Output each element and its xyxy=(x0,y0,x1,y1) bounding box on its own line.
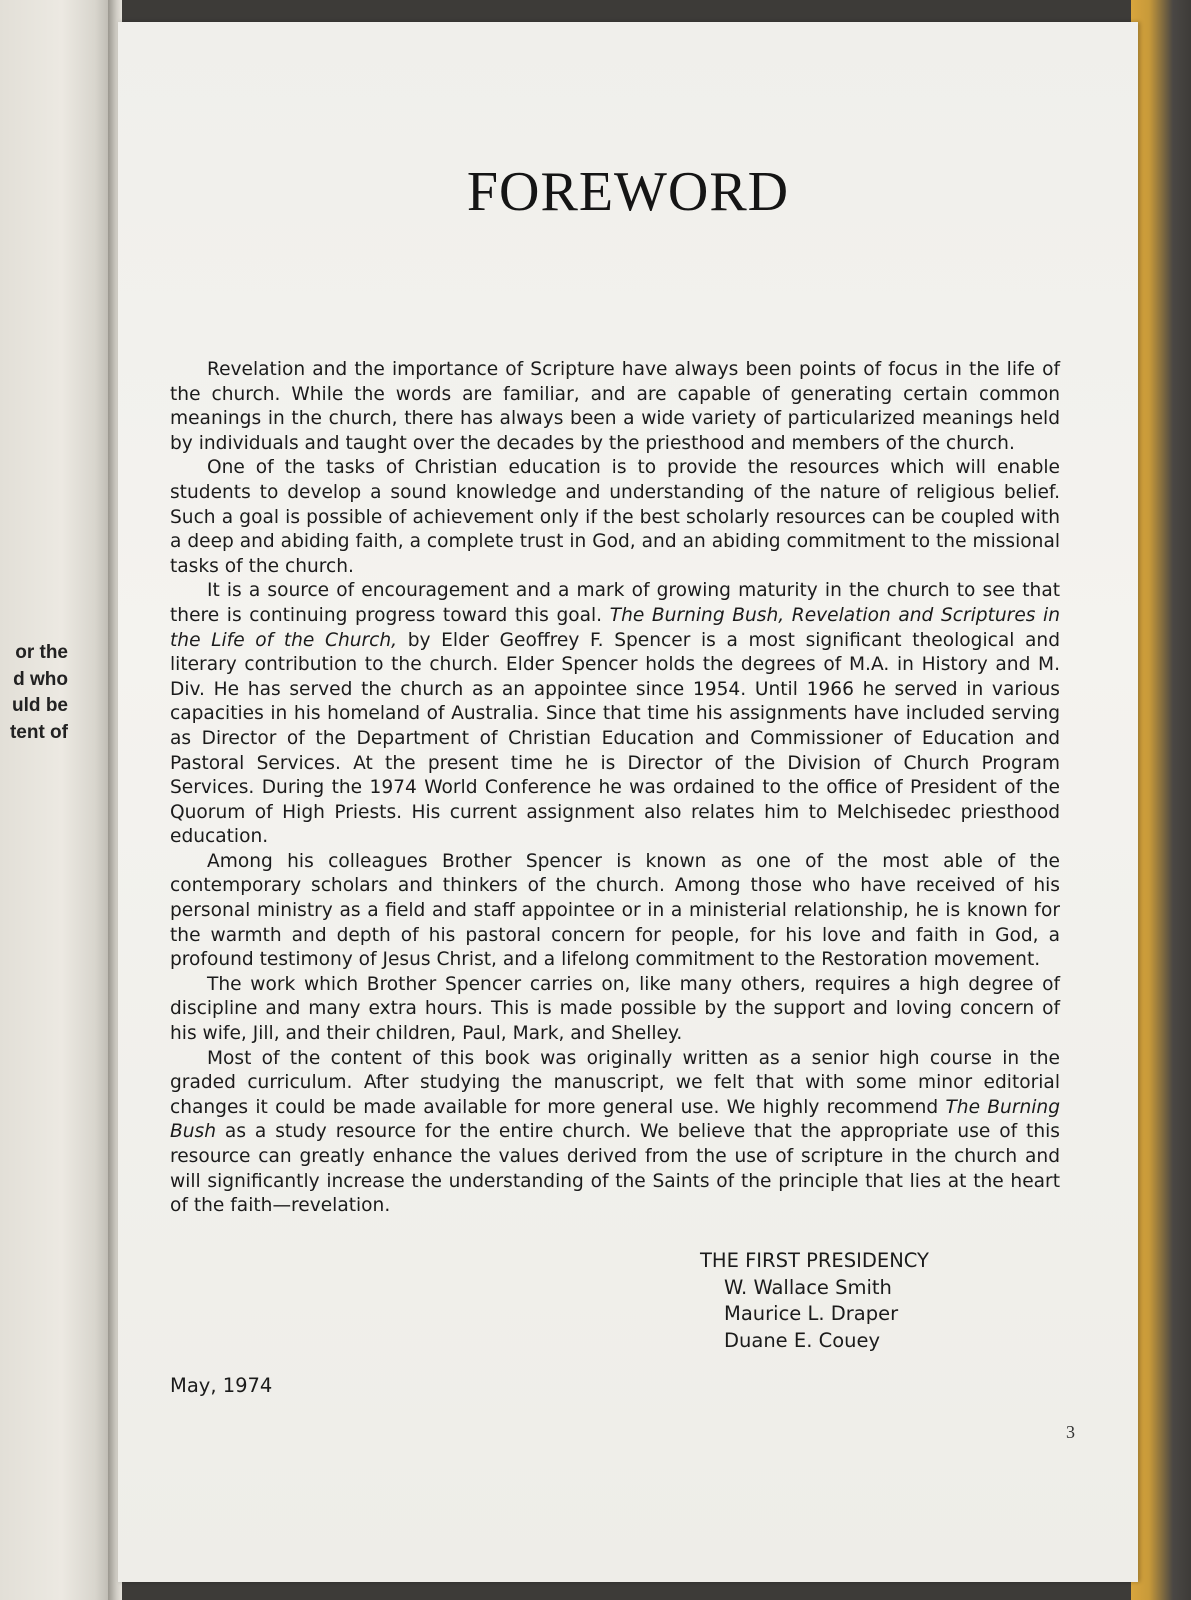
paragraph-text: It is a source of encouragement and a mark of growing maturity in the church to see that there is continuing progress toward this goal. xyxy=(170,580,1060,626)
left-page-line: or the xyxy=(15,642,68,663)
foreword-date: May, 1974 xyxy=(170,1374,273,1397)
foreword-paragraph xyxy=(170,973,1060,1047)
signature-names xyxy=(700,1275,929,1355)
paragraph-text: as a study resource for the entire church. We believe that the appropriate use of this resource can greatly enhance the values derived from the use of scripture in the church and will significantly increase the understanding of the Saints of the principle that lies at the heart of the faith—revelation. xyxy=(170,1121,1060,1217)
signatory-name: Duane E. Couey xyxy=(724,1328,881,1352)
left-page-line: uld be xyxy=(12,695,68,716)
foreword-paragraph xyxy=(170,456,1060,579)
foreword-paragraph xyxy=(170,850,1060,973)
left-page-line: tent of xyxy=(9,721,68,743)
paragraph-text: by Elder Geoffrey F. Spencer is a most significant theological and literary contribution to the church. Elder Spencer holds the degrees of M.A. in History and M. Div. He has served the church as an appointee since 1954. Until 1966 he served in various capacities in his homeland of Australia. Since that time his assignments have included serving as Director of the Department of Christian Education and Commissioner of Education and Pastoral Services. At the present time he is Director of the Division of Church Program Services. During the 1974 World Conference he was ordained to the office of President of the Quorum of High Priests. His current assignment also relates him to Melchisedec priesthood education. xyxy=(170,629,1061,848)
signatory-name: Maurice L. Draper xyxy=(724,1302,899,1325)
foreword-page xyxy=(118,22,1138,1582)
foreword-paragraph xyxy=(170,358,1060,456)
paragraph-text: Among his colleagues Brother Spencer is known as one of the most able of the contemporary scholars and thinkers of the church. Among those who have received of his personal ministry as a field and staff appointee or in a ministerial relationship, he is known for the warmth and depth of his pastoral concern for people, for his love and faith in God, a profound testimony of Jesus Christ, and a lifelong commitment to the Restoration movement. xyxy=(170,850,1060,971)
book-cover-edge xyxy=(1131,0,1191,1600)
book-title-italic: The Burning Bush xyxy=(170,1096,1061,1143)
signature-block xyxy=(700,1248,929,1354)
left-page-text-fragment xyxy=(0,640,108,746)
page-title: FOREWORD xyxy=(466,161,790,223)
page-number: 3 xyxy=(1066,1422,1075,1442)
paragraph-text: Revelation and the importance of Scripture have always been points of focus in the life of the church. While the words are familiar, and are capable of generating certain common meanings in the church, there has always been a wide variety of particularized meanings held by individuals and taught over the decades by the priesthood and members of the church. xyxy=(170,359,1060,454)
book-title-italic: The Burning Bush, Revelation and Scriptures in the Life of the Church, xyxy=(170,604,1061,651)
signatory-name: W. Wallace Smith xyxy=(724,1275,892,1299)
signature-heading: THE FIRST PRESIDENCY xyxy=(700,1249,929,1272)
paragraph-text: The work which Brother Spencer carries on, like many others, requires a high degree of discipline and many extra hours. This is made possible by the support and loving concern of his wife, Jill, and their children, Paul, Mark, and Shelley. xyxy=(170,973,1060,1045)
paragraph-text: One of the tasks of Christian education is to provide the resources which will enable students to develop a sound knowledge and understanding of the nature of religious belief. Such a goal is possible of achievement only if the best scholarly resources can be coupled with a deep and abiding faith, a complete trust in God, and an abiding commitment to the missional tasks of the church. xyxy=(170,457,1060,577)
paragraph-text: Most of the content of this book was originally written as a senior high course in the graded curriculum. After studying the manuscript, we felt that with some minor editorial changes it could be made available for more general use. We highly recommend xyxy=(170,1047,1060,1118)
left-page-line: d who xyxy=(13,668,68,690)
left-page xyxy=(0,0,112,1600)
foreword-body xyxy=(170,358,1060,1219)
foreword-paragraph xyxy=(170,579,1060,850)
foreword-paragraph xyxy=(170,1047,1060,1219)
